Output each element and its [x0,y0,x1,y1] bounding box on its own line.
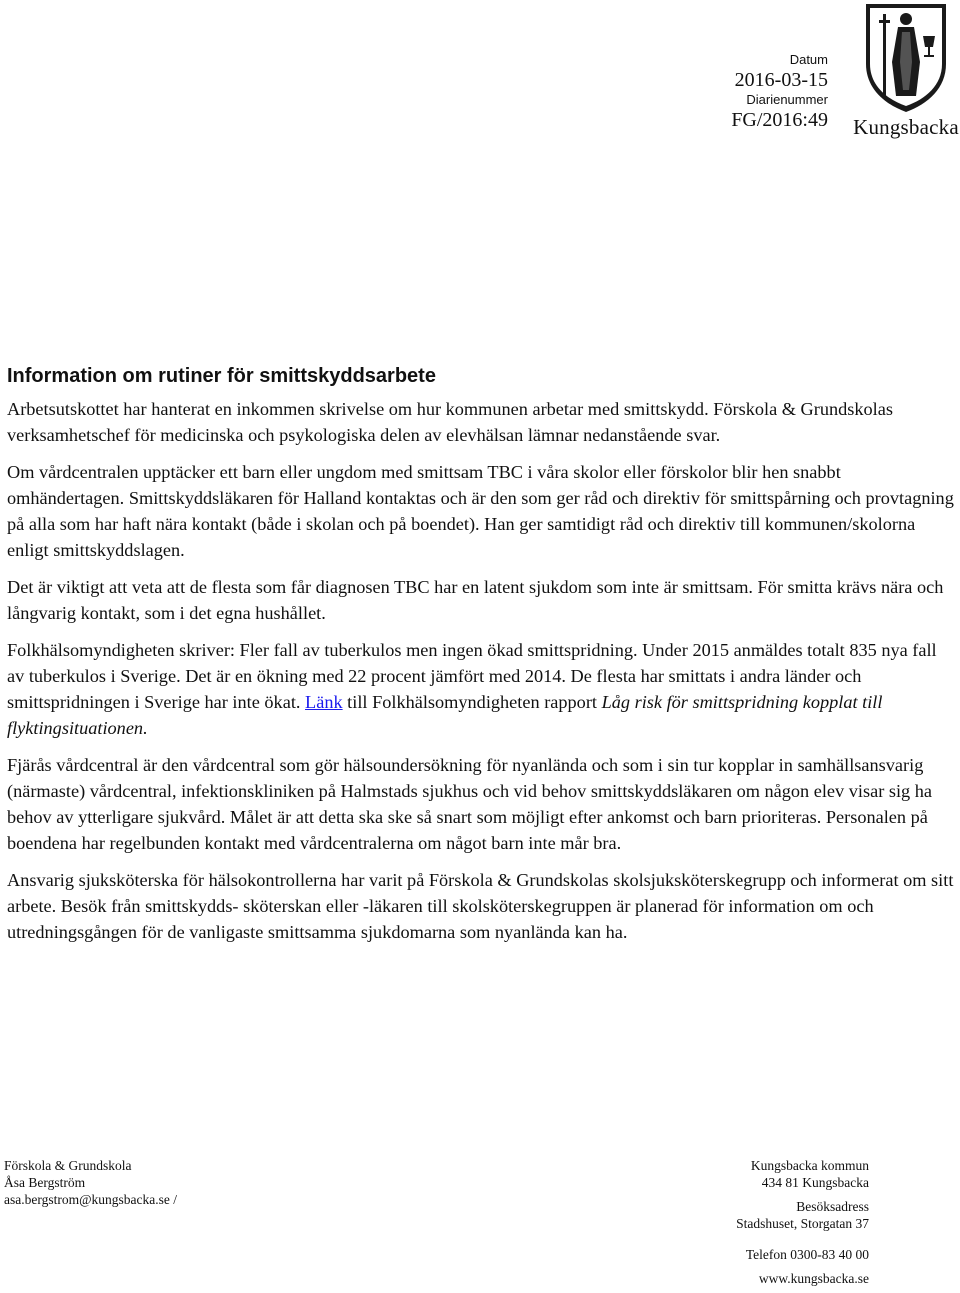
logo-text: Kungsbacka [853,115,959,139]
paragraph-2-rest: Smittskyddsläkaren för Halland kontaktas och är den som ger råd och direktiv för smittspårning och provtagning på alla som har haft nära kontakt (både i skolan och på boendet). Han ger samtidigt råd och direktiv till kommunen/skolorna enligt smittskyddslagen. [7,488,954,560]
paragraph-2 [7,459,955,563]
document-meta [731,52,828,132]
paragraph-3: Det är viktigt att veta att de flesta som får diagnosen TBC har en latent sjukdom som inte är smittsam. För smitta krävs nära och långvarig kontakt, som i det egna hushållet. [7,577,944,623]
paragraph-1: Arbetsutskottet har hanterat en inkommen skrivelse om hur kommunen arbetar med smittskydd. Förskola & Grundskolas verksamhetschef för medicinska och psykologiska delen av elevhälsan lämnar nedanstående svar. [7,399,893,445]
page-title: Information om rutiner för smittskyddsarbete [7,365,436,387]
document-body [7,362,955,956]
footer-municipality: Kungsbacka kommun [750,1158,869,1173]
footer-visit-label: Besöksadress [796,1199,869,1214]
footer-phone: Telefon 0300-83 40 00 [745,1247,869,1262]
footer-web: www.kungsbacka.se [758,1271,869,1286]
footer-visit-address: Stadshuset, Storgatan 37 [736,1216,869,1231]
paragraph-2-lead: Om vårdcentralen upptäcker ett barn eller ungdom med smittsam TBC i våra skolor eller förskolor blir hen snabbt omhändertagen. [7,462,841,508]
date-value: 2016-03-15 [734,69,828,91]
paragraph-4-after: till Folkhälsomyndigheten rapport [342,692,602,712]
municipality-logo [852,2,960,142]
paragraph-6: Ansvarig sjuksköterska för hälsokontrollerna har varit på Förskola & Grundskolas skolsjuksköterskegrupp och informerat om sitt arbete. Besök från smittskydds- sköterskan eller -läkaren till skolsköterskegruppen är planerad för information om och utredningsgången för de vanligaste smittsamma sjukdomarna som nyanlända kan ha. [7,870,954,942]
footer-org: Förskola & Grundskola [4,1158,132,1173]
report-title: Låg risk för smittspridning kopplat till flyktingsituationen. [7,692,883,738]
footer-address [736,1157,869,1287]
paragraph-4 [7,637,955,741]
date-label: Datum [789,52,828,67]
diarienummer-label: Diarienummer [746,92,828,107]
paragraph-5: Fjärås vårdcentral är den vårdcentral som gör hälsoundersökning för nyanlända och som i sin tur kopplar in samhällsansvarig (närmaste) vårdcentral, infektionskliniken på Halmstads sjukhus och vid behov smittskyddsläkaren om någon elev visar sig ha behov av ytterligare sjukvård. Målet är att detta ska ske så snart som möjligt efter ankomst och barn prioriteras. Personalen på boendena har regelbunden kontakt med vårdcentralerna om något barn inte mår bra. [7,755,933,853]
paragraph-4-text: Folkhälsomyndigheten skriver: Fler fall av tuberkulos men ingen ökad smittspridning. Under 2015 anmäldes totalt 835 nya fall av tuberkulos i Sverige. Det är en ökning med 22 procent jämfört med 2014. De flesta har smittats i andra länder och smittspridningen i Sverige har inte ökat. [7,640,937,712]
footer-name: Åsa Bergström [4,1175,86,1190]
footer-contact [4,1157,177,1208]
report-link[interactable]: Länk [305,692,343,712]
coat-of-arms-icon [862,2,950,114]
footer-email: asa.bergstrom@kungsbacka.se / [4,1192,178,1207]
diarienummer-value: FG/2016:49 [731,109,828,131]
footer-postal: 434 81 Kungsbacka [761,1175,869,1190]
